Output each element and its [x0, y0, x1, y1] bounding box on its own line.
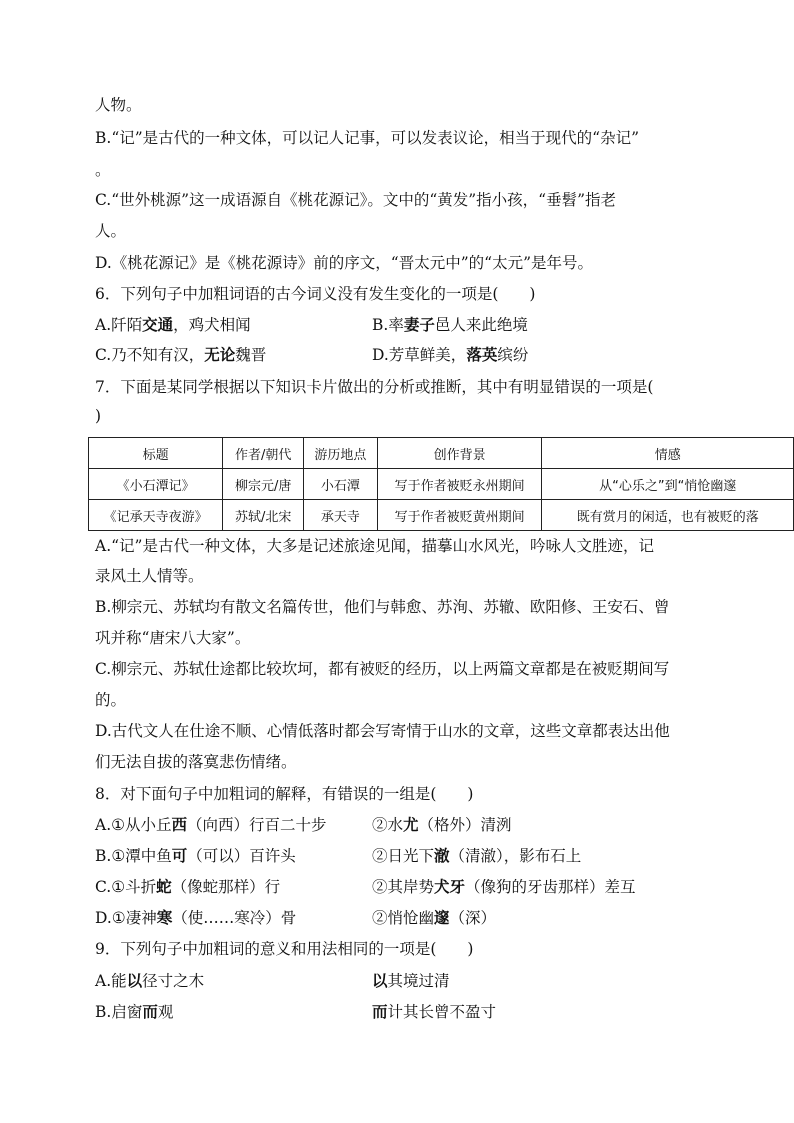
q9-option-b2: 而计其长曾不盈寸 [372, 1002, 497, 1021]
text-line: C.“世外桃源”这一成语源自《桃花源记》。文中的“黄发”指小孩，“垂髫”指老 [95, 191, 617, 209]
text-line: 。 [95, 161, 111, 179]
table-cell: 既有赏月的闲适，也有被贬的落 [542, 500, 794, 531]
table-cell: 《记承天寺夜游》 [89, 500, 223, 531]
q9-option-a1: A.能以径寸之木 [95, 971, 205, 990]
table-cell: 从“心乐之”到“悄怆幽邃 [542, 469, 794, 500]
table-cell: 《小石潭记》 [89, 469, 223, 500]
q8-option-a2: ②水尤（格外）清洌 [372, 815, 512, 834]
q8-option-d2: ②悄怆幽邃（深） [372, 908, 497, 927]
question-7: 7．下面是某同学根据以下知识卡片做出的分析或推断，其中有明显错误的一项是( [95, 378, 654, 396]
table-row [89, 500, 794, 531]
table-header: 创作背景 [377, 438, 542, 469]
q6-option-b: B.率妻子邑人来此绝境 [372, 315, 528, 334]
q7-option-c: C.柳宗元、苏轼仕途都比较坎坷，都有被贬的经历，以上两篇文章都是在被贬期间写 [95, 660, 670, 678]
table-cell: 柳宗元/唐 [223, 469, 304, 500]
table-cell: 苏轼/北宋 [223, 500, 304, 531]
text-line: 人。 [95, 222, 127, 240]
q7-option-d: D.古代文人在仕途不顺、心情低落时都会写寄情于山水的文章，这些文章都表达出他 [95, 722, 670, 740]
q6-option-c: C.乃不知有汉，无论魏晋 [95, 345, 267, 364]
q9-option-a2: 以其境过清 [372, 971, 450, 990]
q8-option-b1: B.①潭中鱼可（可以）百许头 [95, 846, 296, 865]
q8-option-c1: C.①斗折蛇（像蛇那样）行 [95, 877, 281, 896]
table-row [89, 469, 794, 500]
table-cell: 承天寺 [304, 500, 378, 531]
table-header: 作者/朝代 [223, 438, 304, 469]
q8-option-a1: A.①从小丘西（向西）行百二十步 [95, 815, 327, 834]
q7-option-a: A.“记”是古代一种文体，大多是记述旅途见闻，描摹山水风光，吟咏人文胜迹，记 [95, 537, 654, 555]
q8-option-b2: ②日光下澈（清澈），影布石上 [372, 846, 582, 865]
table-header: 情感 [542, 438, 794, 469]
table-cell: 小石潭 [304, 469, 378, 500]
text-line: D.《桃花源记》是《桃花源诗》前的序文，“晋太元中”的“太元”是年号。 [95, 254, 594, 272]
q9-option-b1: B.启窗而观 [95, 1002, 174, 1021]
question-6: 6．下列句子中加粗词语的古今词义没有发生变化的一项是( ) [95, 285, 536, 303]
table-cell: 写于作者被贬黄州期间 [377, 500, 542, 531]
text-line: 人物。 [95, 96, 142, 114]
question-7-end: ) [95, 407, 102, 425]
q7-option-b: B.柳宗元、苏轼均有散文名篇传世，他们与韩愈、苏洵、苏辙、欧阳修、王安石、曾 [95, 598, 670, 616]
question-8: 8．对下面句子中加粗词的解释，有错误的一组是( ) [95, 785, 474, 803]
table-header: 游历地点 [304, 438, 378, 469]
q8-option-c2: ②其岸势犬牙（像狗的牙齿那样）差互 [372, 877, 636, 896]
text-line: 录风土人情等。 [95, 567, 204, 585]
text-line: 巩并称“唐宋八大家”。 [95, 629, 251, 647]
question-9: 9．下列句子中加粗词的意义和用法相同的一项是( ) [95, 940, 474, 958]
table-header: 标题 [89, 438, 223, 469]
q6-option-a: A.阡陌交通，鸡犬相闻 [95, 315, 251, 334]
text-line: 的。 [95, 691, 127, 709]
table-cell: 写于作者被贬永州期间 [377, 469, 542, 500]
text-line: B.“记”是古代的一种文体，可以记人记事，可以发表议论，相当于现代的“杂记” [95, 129, 640, 147]
q8-option-d1: D.①凄神寒（使……寒冷）骨 [95, 908, 297, 927]
q6-option-d: D.芳草鲜美，落英缤纷 [372, 345, 529, 364]
text-line: 们无法自拔的落寞悲伤情绪。 [95, 753, 297, 771]
table-header-row [89, 438, 794, 469]
knowledge-card-table [88, 437, 794, 531]
